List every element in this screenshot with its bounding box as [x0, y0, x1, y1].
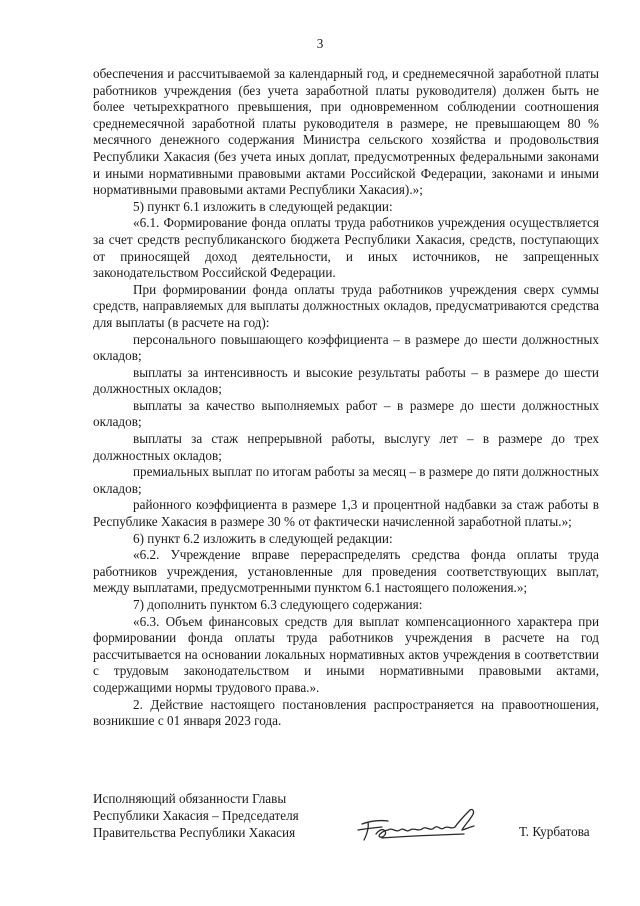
- signer-name: Т. Курбатова: [519, 824, 590, 839]
- list-item-regional-coefficient: районного коэффициента в размере 1,3 и процентной надбавки за стаж работы в Республике Хакасия в размере 30 % от фактически начисленной заработной платы.»;: [93, 497, 599, 530]
- paragraph-amendment-5: 5) пункт 6.1 изложить в следующей редакции:: [133, 198, 393, 214]
- paragraph-clause-6-3: «6.3. Объем финансовых средств для выплат компенсационного характера при формировании фонда оплаты труда работников учреждения в расчете на год рассчитывается на основании локальных нормативных актов учреждения в соответствии с трудовым законодательством и иными нормативными правовыми актами, содержащими нормы трудового права.».: [93, 613, 599, 695]
- paragraph-clause-6-2: «6.2. Учреждение вправе перераспределять средства фонда оплаты труда работников учреждения, установленные для проведения соответствующих выплат, между выплатами, предусмотренными пунктом 6.1 настоящего положения.»;: [93, 547, 599, 596]
- signatory-position: [93, 790, 299, 841]
- paragraph-continuation: обеспечения и рассчитываемой за календарный год, и среднемесячной заработной платы работников учреждения (без учета заработной платы руководителя) должен быть не более четырехкратного превышения, при одновременном соблюдении соотношения среднемесячной заработной платы руководителя в размере, не превышающем 80 % месячного денежного содержания Министра сельского хозяйства и продовольствия Республики Хакасия (без учета иных доплат, предусмотренных федеральными законами и иными нормативными правовыми актами Российской Федерации, законами и иными нормативными правовыми актами Республики Хакасия).»;: [93, 66, 599, 198]
- handwritten-signature: [352, 800, 492, 848]
- list-item-intensity-payments: выплаты за интенсивность и высокие результаты работы – в размере до шести должностных окладов;: [93, 364, 599, 397]
- signatory-position-line: Правительства Республики Хакасия: [93, 825, 296, 840]
- paragraph-clause-6-1: «6.1. Формирование фонда оплаты труда работников учреждения осуществляется за счет средств республиканского бюджета Республики Хакасия, средств, поступающих от приносящей доход деятельности, и иных источников, не запрещенных законодательством Российской Федерации.: [93, 215, 599, 281]
- paragraph-amendment-7: 7) дополнить пунктом 6.3 следующего содержания:: [133, 597, 423, 612]
- signatory-position-line: Республики Хакасия – Председателя: [93, 808, 299, 823]
- signatory-position-line: Исполняющий обязанности Главы: [93, 791, 287, 806]
- list-item-monthly-bonus: премиальных выплат по итогам работы за месяц – в размере до пяти должностных окладов;: [93, 464, 599, 496]
- page-number: 3: [316, 36, 324, 51]
- list-item-seniority-payments: выплаты за стаж непрерывной работы, выслугу лет – в размере до трех должностных окладов;: [93, 431, 599, 463]
- paragraph-effective-date: 2. Действие настоящего постановления распространяется на правоотношения, возникшие с 01 января 2023 года.: [93, 696, 599, 729]
- list-item-personal-coefficient: персонального повышающего коэффициента – в размере до шести должностных окладов;: [93, 331, 599, 364]
- paragraph-amendment-6: 6) пункт 6.2 изложить в следующей редакции:: [133, 530, 393, 546]
- list-item-quality-payments: выплаты за качество выполняемых работ – в размере до шести должностных окладов;: [93, 397, 599, 430]
- paragraph-fund-formation: При формировании фонда оплаты труда работников учреждения сверх суммы средств, направляемых для выплаты должностных окладов, предусматриваются средства для выплаты (в расчете на год):: [93, 281, 599, 330]
- document-body: [93, 66, 599, 730]
